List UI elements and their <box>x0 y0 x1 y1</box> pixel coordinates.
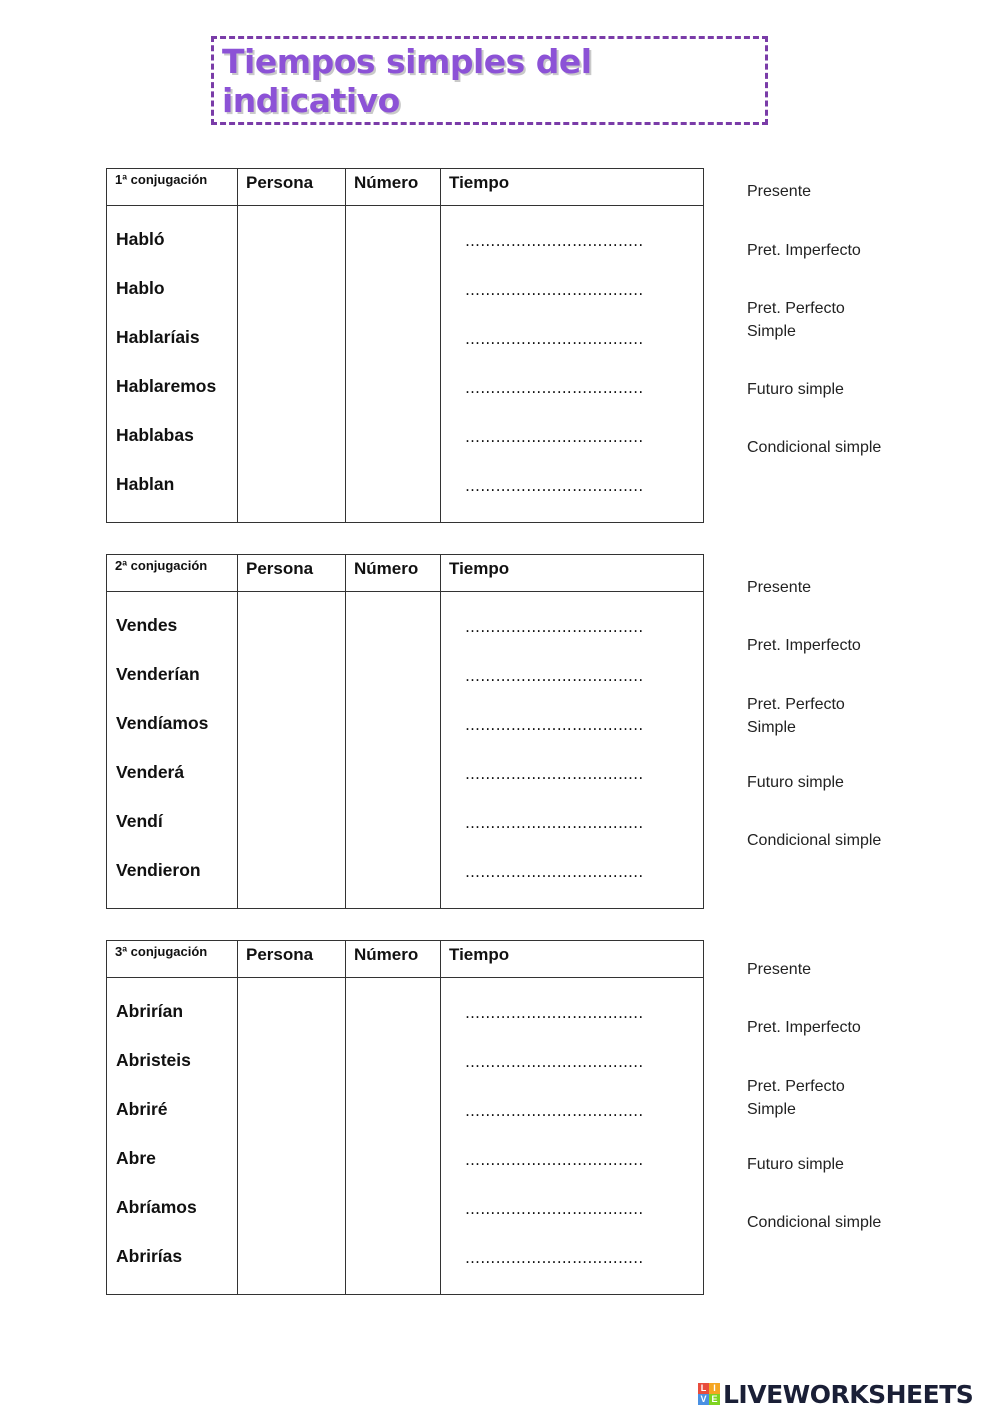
logo-mark-letter: V <box>698 1394 709 1405</box>
persona-answer-cell[interactable] <box>238 206 346 523</box>
tense-option: Presente <box>747 183 812 200</box>
tiempo-answer-cell <box>441 206 704 523</box>
tense-option: Presente <box>747 961 812 978</box>
tense-option: Pret. Perfecto Simple <box>747 1078 845 1118</box>
tiempo-answer-blank[interactable]: …………………………….. <box>465 716 644 734</box>
tense-option: Condicional simple <box>747 832 882 849</box>
verb-list <box>107 978 238 1295</box>
header-persona: Persona <box>238 169 346 206</box>
verb-list <box>107 206 238 523</box>
tiempo-answer-blank[interactable]: …………………………….. <box>465 618 644 636</box>
logo-text: LIVEWORKSHEETS <box>723 1379 974 1409</box>
table-body-row <box>107 206 704 523</box>
verb-item: Hablan <box>116 474 175 494</box>
header-numero: Número <box>346 169 441 206</box>
header-tiempo: Tiempo <box>441 169 704 206</box>
logo-mark-icon <box>698 1383 720 1405</box>
tiempo-answer-blank[interactable]: …………………………….. <box>465 1249 644 1267</box>
verb-item: Habló <box>116 229 165 249</box>
conjugation-table-1 <box>106 168 703 523</box>
verb-item: Abríamos <box>116 1197 197 1217</box>
verb-item: Vendes <box>116 615 178 635</box>
header-persona: Persona <box>238 941 346 978</box>
verb-item: Hablaríais <box>116 327 200 347</box>
verb-item: Hablabas <box>116 425 194 445</box>
header-persona: Persona <box>238 555 346 592</box>
tiempo-answer-blank[interactable]: …………………………….. <box>465 428 644 446</box>
tense-option: Pret. Perfecto Simple <box>747 300 845 340</box>
tiempo-answer-blank[interactable]: …………………………….. <box>465 1200 644 1218</box>
tense-option: Condicional simple <box>747 1214 882 1231</box>
verb-item: Abrirían <box>116 1001 184 1021</box>
tense-option: Futuro simple <box>747 774 844 791</box>
tiempo-answer-blank[interactable]: …………………………….. <box>465 281 644 299</box>
conjugation-label: 3ª conjugación <box>107 941 238 978</box>
tiempo-answer-blank[interactable]: …………………………….. <box>465 1102 644 1120</box>
tense-option: Pret. Imperfecto <box>747 1019 861 1036</box>
numero-answer-cell[interactable] <box>346 206 441 523</box>
verb-item: Abristeis <box>116 1050 191 1070</box>
table-header-row <box>107 941 704 978</box>
tiempo-answer-blank[interactable]: …………………………….. <box>465 1151 644 1169</box>
verb-item: Abre <box>116 1148 156 1168</box>
verb-item: Hablo <box>116 278 165 298</box>
verb-item: Venderían <box>116 664 200 684</box>
header-tiempo: Tiempo <box>441 555 704 592</box>
title-box <box>211 36 768 125</box>
tense-option: Pret. Imperfecto <box>747 637 861 654</box>
logo-mark-letter: E <box>709 1394 720 1405</box>
conjugation-table-2 <box>106 554 703 909</box>
logo-mark-letter: L <box>698 1383 709 1394</box>
table-body-row <box>107 978 704 1295</box>
conjugation-label: 1ª conjugación <box>107 169 238 206</box>
numero-answer-cell[interactable] <box>346 592 441 909</box>
page-title: Tiempos simples del indicativo <box>222 41 592 120</box>
persona-answer-cell[interactable] <box>238 592 346 909</box>
conjugation-label: 2ª conjugación <box>107 555 238 592</box>
conjugation-table-3 <box>106 940 703 1295</box>
tiempo-answer-blank[interactable]: …………………………….. <box>465 330 644 348</box>
liveworksheets-logo <box>698 1380 973 1408</box>
logo-mark-letter: I <box>709 1383 720 1394</box>
tiempo-answer-blank[interactable]: …………………………….. <box>465 814 644 832</box>
verb-item: Venderá <box>116 762 185 782</box>
table-header-row <box>107 555 704 592</box>
tense-option: Pret. Perfecto Simple <box>747 696 845 736</box>
tiempo-answer-cell <box>441 592 704 909</box>
tense-option: Futuro simple <box>747 381 844 398</box>
header-numero: Número <box>346 555 441 592</box>
tiempo-answer-blank[interactable]: …………………………….. <box>465 1004 644 1022</box>
numero-answer-cell[interactable] <box>346 978 441 1295</box>
table-header-row <box>107 169 704 206</box>
tiempo-answer-blank[interactable]: …………………………….. <box>465 765 644 783</box>
verb-item: Vendíamos <box>116 713 209 733</box>
tense-option: Presente <box>747 579 812 596</box>
verb-item: Hablaremos <box>116 376 217 396</box>
verb-item: Abrirías <box>116 1246 183 1266</box>
verb-list <box>107 592 238 909</box>
tiempo-answer-blank[interactable]: …………………………….. <box>465 863 644 881</box>
tiempo-answer-blank[interactable]: …………………………….. <box>465 1053 644 1071</box>
verb-item: Vendieron <box>116 860 201 880</box>
table-body-row <box>107 592 704 909</box>
verb-item: Vendí <box>116 811 163 831</box>
tiempo-answer-cell <box>441 978 704 1295</box>
header-tiempo: Tiempo <box>441 941 704 978</box>
tiempo-answer-blank[interactable]: …………………………….. <box>465 667 644 685</box>
tense-option: Pret. Imperfecto <box>747 242 861 259</box>
tiempo-answer-blank[interactable]: …………………………….. <box>465 379 644 397</box>
tense-option: Futuro simple <box>747 1156 844 1173</box>
verb-item: Abriré <box>116 1099 168 1119</box>
persona-answer-cell[interactable] <box>238 978 346 1295</box>
tiempo-answer-blank[interactable]: …………………………….. <box>465 477 644 495</box>
tiempo-answer-blank[interactable]: …………………………….. <box>465 232 644 250</box>
header-numero: Número <box>346 941 441 978</box>
tense-option: Condicional simple <box>747 439 882 456</box>
